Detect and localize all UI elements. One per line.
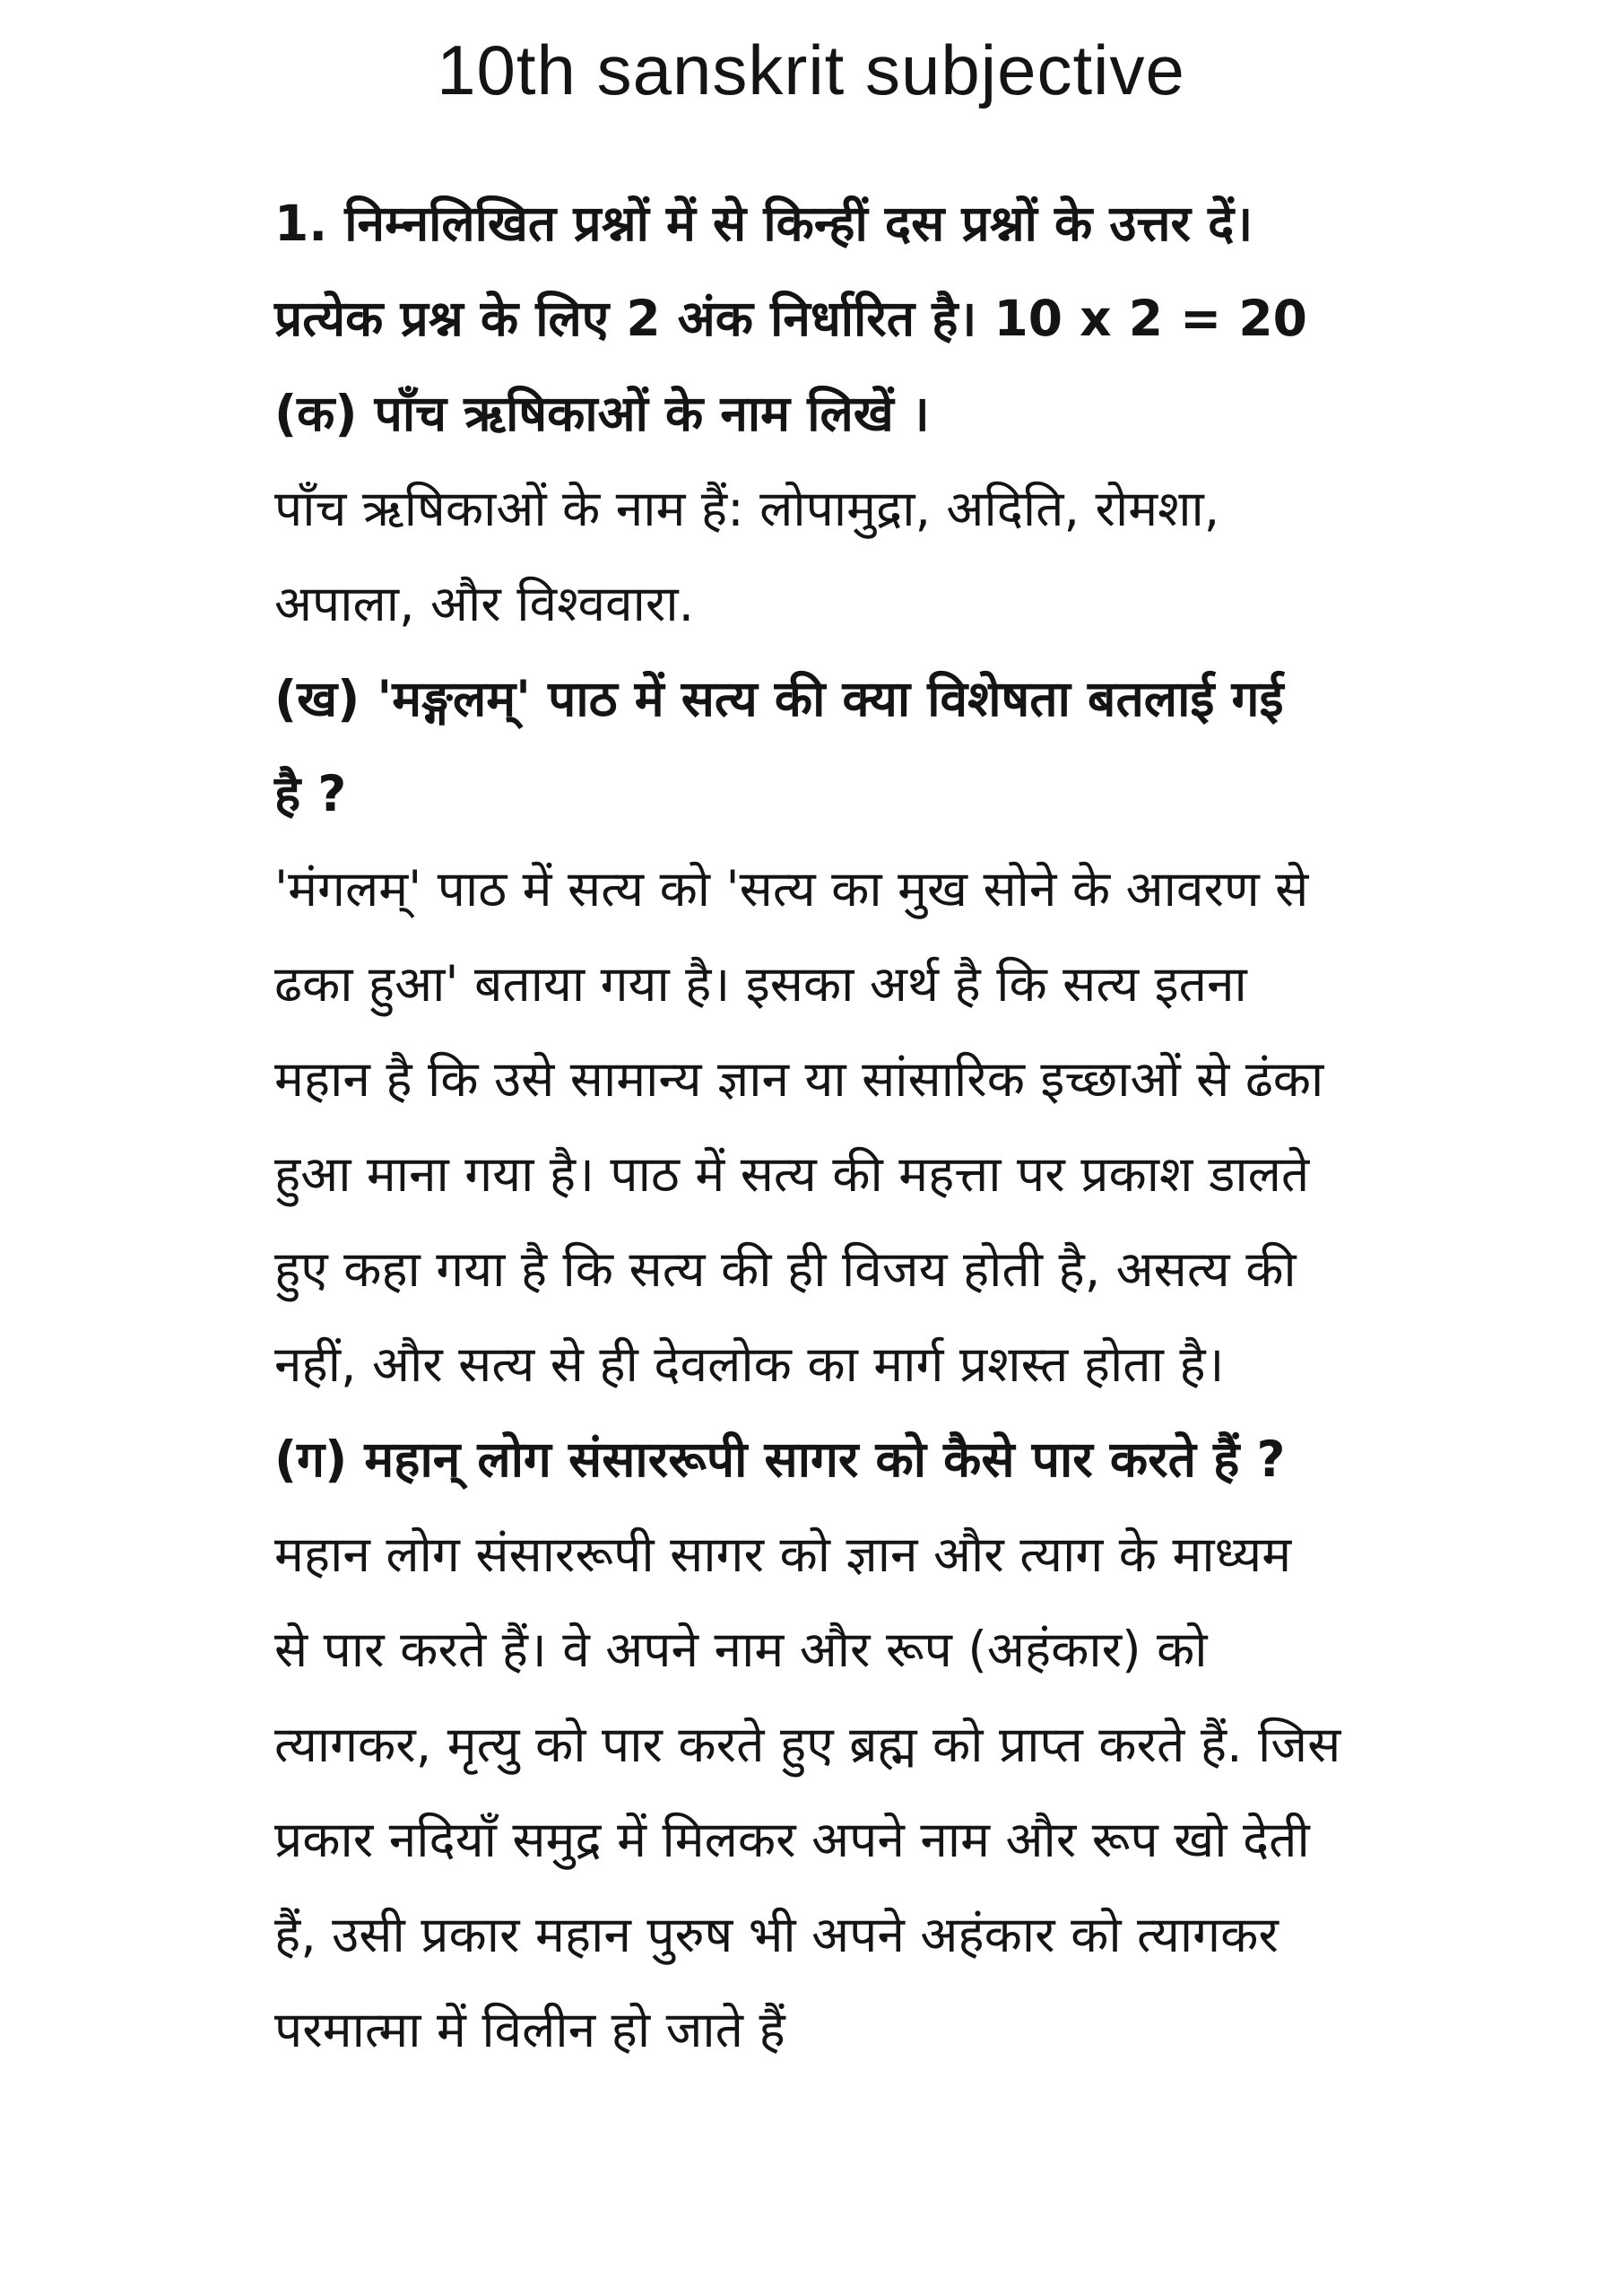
answer-line: पाँच ऋषिकाओं के नाम हैं: लोपामुद्रा, अदिति, रोमशा, — [274, 480, 1220, 537]
question-kha — [274, 651, 1395, 841]
question-ka — [274, 366, 1395, 461]
answer-ga — [274, 1507, 1395, 2077]
page-title: 10th sanskrit subjective — [437, 30, 1185, 109]
instruction-line: प्रत्येक प्रश्न के लिए 2 अंक निर्धारित है। 10 x 2 = 20 — [274, 290, 1307, 347]
answer-line: से पार करते हैं। वे अपने नाम और रूप (अहंकार) को — [274, 1621, 1208, 1678]
answer-line: 'मंगलम्' पाठ में सत्य को 'सत्य का मुख सोने के आवरण से — [274, 860, 1309, 918]
answer-line: प्रकार नदियाँ समुद्र में मिलकर अपने नाम और रूप खो देती — [274, 1811, 1310, 1868]
instruction-line: 1. निम्नलिखित प्रश्नों में से किन्हीं दस प्रश्नों के उत्तर दें। — [274, 195, 1253, 252]
answer-line: महान है कि उसे सामान्य ज्ञान या सांसारिक इच्छाओं से ढंका — [274, 1050, 1324, 1108]
answer-ka — [274, 461, 1395, 651]
answer-line: हैं, उसी प्रकार महान पुरुष भी अपने अहंकार को त्यागकर — [274, 1906, 1279, 1963]
instruction-block — [274, 176, 1395, 366]
answer-line: त्यागकर, मृत्यु को पार करते हुए ब्रह्म को प्राप्त करते हैं. जिस — [274, 1716, 1341, 1773]
answer-line: परमात्मा में विलीन हो जाते हैं — [274, 2001, 785, 2058]
question-ga — [274, 1412, 1395, 1507]
answer-line: नहीं, और सत्य से ही देवलोक का मार्ग प्रशस्त होता है। — [274, 1335, 1225, 1393]
document-body — [274, 176, 1395, 2077]
answer-line: अपाला, और विश्ववारा. — [274, 575, 695, 632]
question-line: (क) पाँच ऋषिकाओं के नाम लिखें । — [274, 385, 930, 442]
answer-kha — [274, 841, 1395, 1412]
answer-line: महान लोग संसाररूपी सागर को ज्ञान और त्याग के माध्यम — [274, 1526, 1292, 1583]
question-line: है ? — [274, 765, 347, 822]
question-line: (ग) महान् लोग संसाररूपी सागर को कैसे पार करते हैं ? — [274, 1431, 1286, 1488]
answer-line: हुए कहा गया है कि सत्य की ही विजय होती है, असत्य की — [274, 1240, 1297, 1298]
answer-line: ढका हुआ' बताया गया है। इसका अर्थ है कि सत्य इतना — [274, 955, 1247, 1013]
question-line: (ख) 'मङ्गलम्' पाठ में सत्य की क्या विशेषता बतलाई गई — [274, 670, 1284, 727]
answer-line: हुआ माना गया है। पाठ में सत्य की महत्ता पर प्रकाश डालते — [274, 1145, 1310, 1203]
